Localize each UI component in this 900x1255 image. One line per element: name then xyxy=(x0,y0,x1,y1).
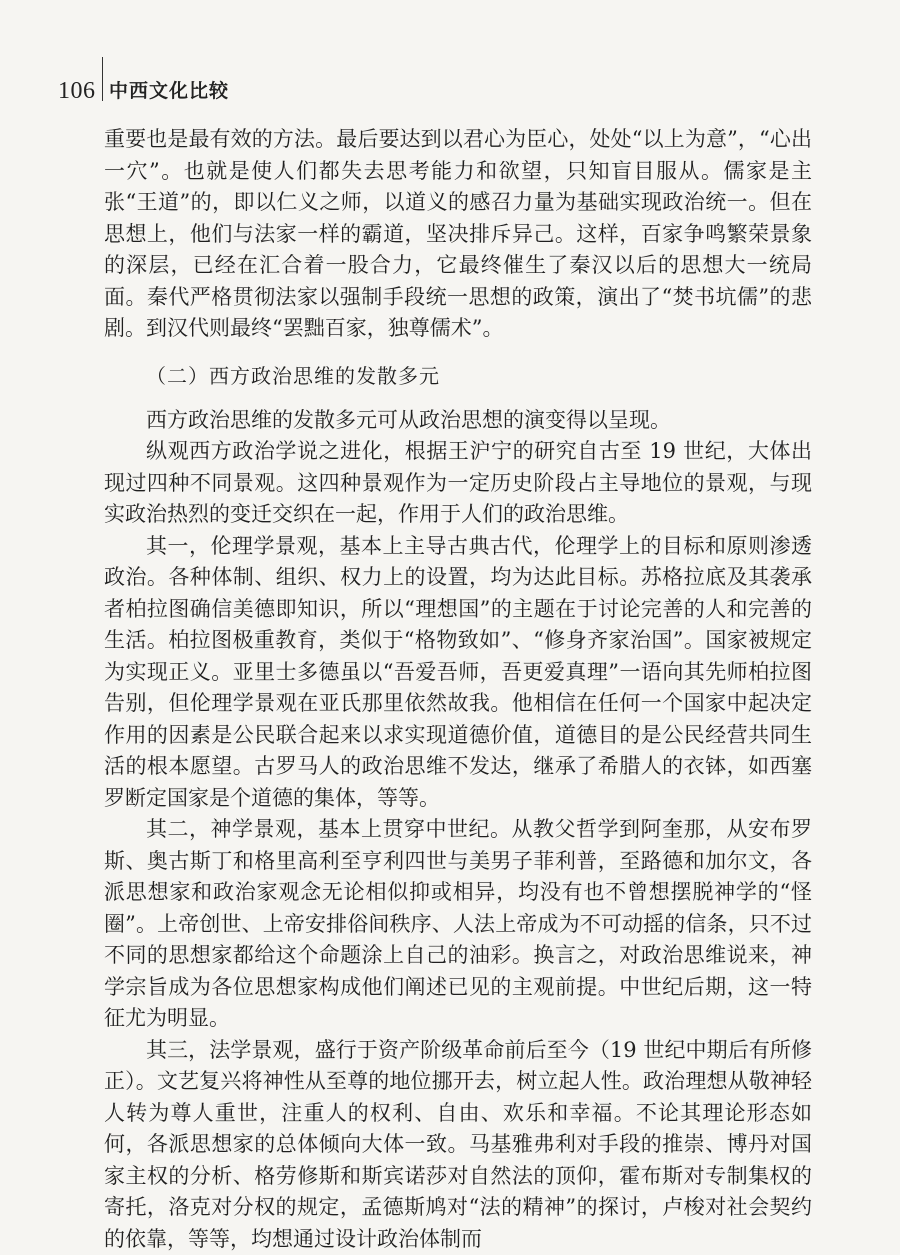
paragraph-theology-landscape: 其二，神学景观，基本上贯穿中世纪。从教父哲学到阿奎那，从安布罗斯、奥古斯丁和格里高利至亨利四世与美男子菲利普，至路德和加尔文，各派思想家和政治家观念无论相似抑或相异，均没有也不曾想摆脱神学的“怪圈”。上帝创世、上帝安排俗间秩序、人法上帝成为不可动摇的信条，只不过不同的思想家都给这个命题涂上自己的油彩。换言之，对政治思维说来，神学宗旨成为各位思想家构成他们阐述已见的主观前提。中世纪后期，这一特征尤为明显。 xyxy=(104,814,812,1035)
page-number: 106 xyxy=(58,79,96,103)
paragraph-law-landscape: 其三，法学景观，盛行于资产阶级革命前后至今（19 世纪中期后有所修正）。文艺复兴将神性从至尊的地位挪开去，树立起人性。政治理想从敬神轻人转为尊人重世，注重人的权利、自由、欢乐和幸福。不论其理论形态如何，各派思想家的总体倾向大体一致。马基雅弗利对手段的推崇、博丹对国家主权的分析、格劳修斯和斯宾诺莎对自然法的顶仰，霍布斯对专制集权的寄托，洛克对分权的规定，孟德斯鸠对“法的精神”的探讨，卢梭对社会契约的依靠，等等，均想通过设计政治体制而 xyxy=(104,1035,812,1255)
book-title: 中西文化比较 xyxy=(109,82,229,101)
paragraph-intro: 西方政治思维的发散多元可从政治思想的演变得以呈现。 xyxy=(104,405,812,437)
paragraph-overview: 纵观西方政治学说之进化，根据王沪宁的研究自古至 19 世纪，大体出现过四种不同景观。这四种景观作为一定历史阶段占主导地位的景观，与现实政治热烈的变迁交织在一起，作用于人们的政治思维。 xyxy=(104,436,812,531)
paragraph-ethics-landscape: 其一，伦理学景观，基本上主导古典古代，伦理学上的目标和原则渗透政治。各种体制、组织、权力上的设置，均为达此目标。苏格拉底及其袭承者柏拉图确信美德即知识，所以“理想国”的主题在于讨论完善的人和完善的生活。柏拉图极重教育，类似于“格物致如”、“修身齐家治国”。国家被规定为实现正义。亚里士多德虽以“吾爱吾师，吾更爱真理”一语向其先师柏拉图告别，但伦理学景观在亚氏那里依然故我。他相信在任何一个国家中起决定作用的因素是公民联合起来以求实现道德价值，道德目的是公民经营共同生活的根本愿望。古罗马人的政治思维不发达，继承了希腊人的衣钵，如西塞罗断定国家是个道德的集体，等等。 xyxy=(104,531,812,815)
paragraph-continuation: 重要也是最有效的方法。最后要达到以君心为臣心，处处“以上为意”，“心出一穴”。也就是使人们都失去思考能力和欲望，只知盲目服从。儒家是主张“王道”的，即以仁义之师，以道义的感召力量为基础实现政治统一。但在思想上，他们与法家一样的霸道，坚决排斥异己。这样，百家争鸣繁荣景象的深层，已经在汇合着一股合力，它最终催生了秦汉以后的思想大一统局面。秦代严格贯彻法家以强制手段统一思想的政策，演出了“焚书坑儒”的悲剧。到汉代则最终“罢黜百家，独尊儒术”。 xyxy=(104,124,812,345)
running-header xyxy=(58,64,229,104)
page-body xyxy=(104,124,812,1255)
section-heading: （二）西方政治思维的发散多元 xyxy=(146,361,812,391)
header-divider xyxy=(102,57,104,101)
